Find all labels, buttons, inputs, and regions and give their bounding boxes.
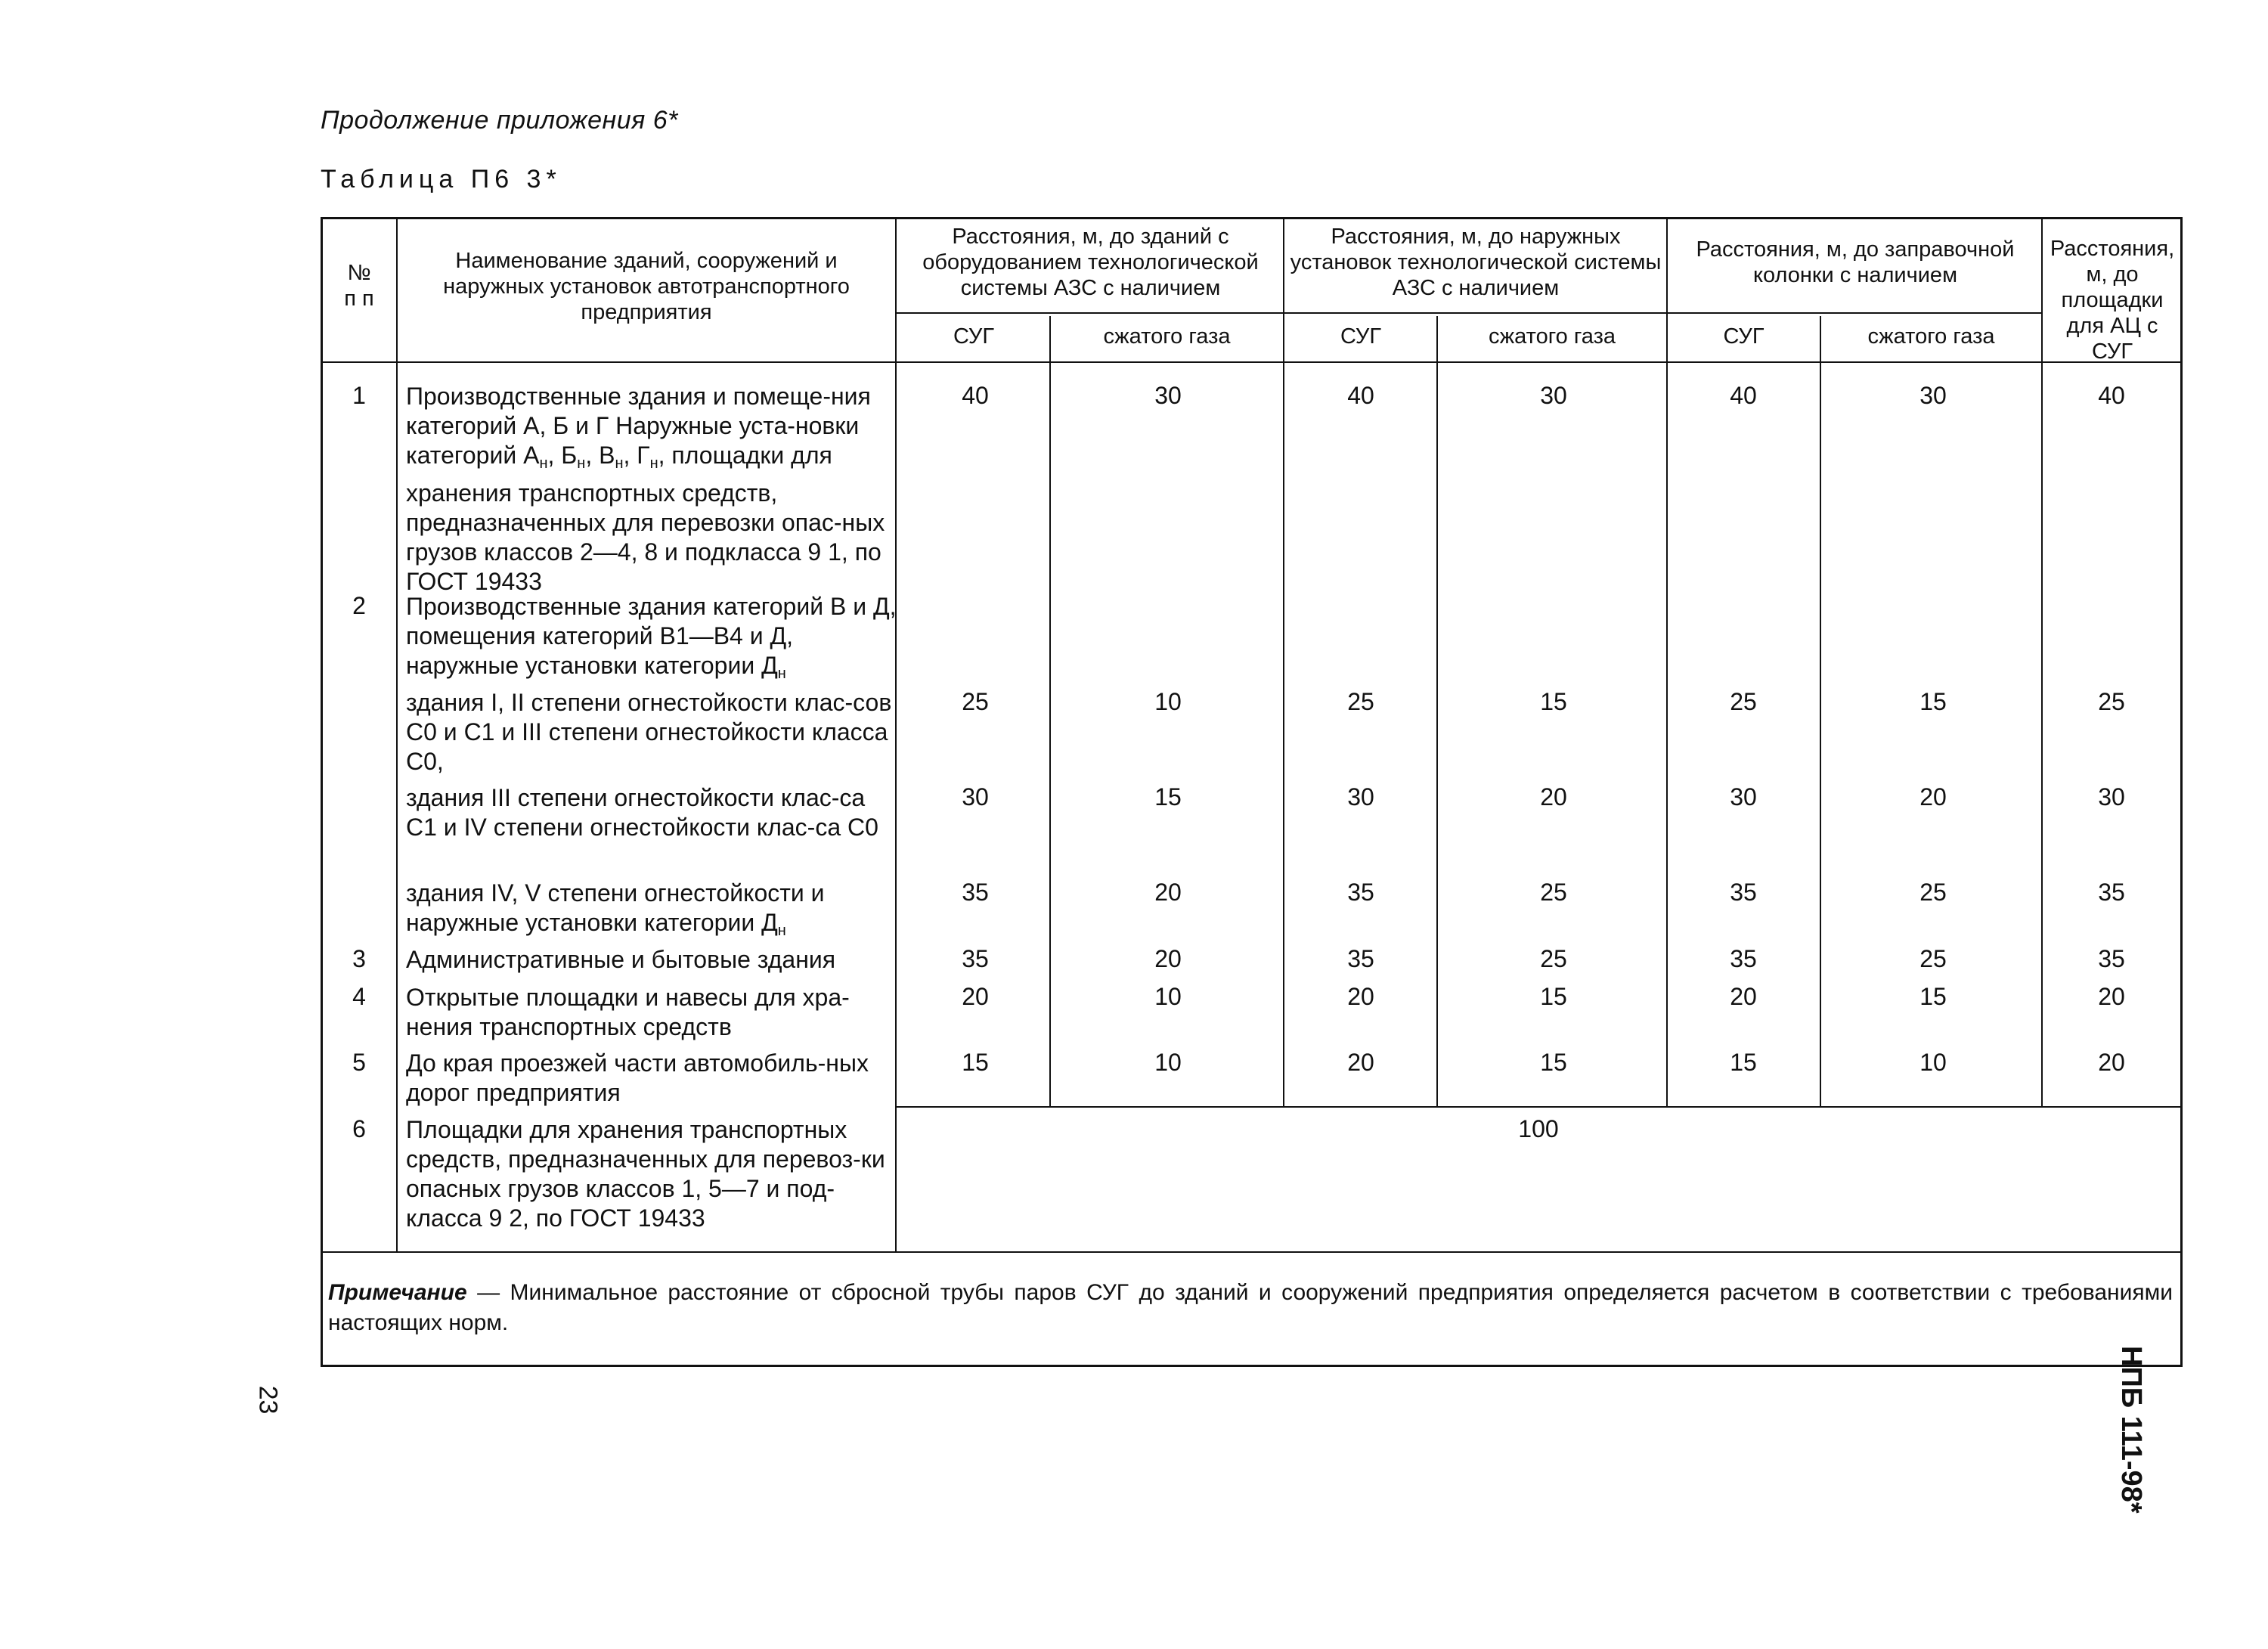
subheader-gas-2: сжатого газа [1488,324,1616,349]
value-cell: 35 [1730,945,1757,972]
row-5-name: До края проезжей части автомобиль-ных дорог предприятия [406,1049,869,1106]
value-cell: 20 [962,983,989,1010]
value-cell: 20 [1347,1049,1374,1076]
value-cell: 20 [2098,1049,2125,1076]
value-cell: 10 [1154,983,1182,1010]
value-cell: 35 [2098,879,2125,906]
value-cell: 25 [1919,879,1947,906]
value-cell: 25 [1540,879,1567,906]
value-cell: 10 [1919,1049,1947,1076]
value-cell: 35 [962,945,989,972]
row-4-name: Открытые площадки и навесы для хра-нения транспортных средств [406,984,850,1040]
value-cell: 15 [1730,1049,1757,1076]
header-group-platform: Расстояния, м, до площадки для АЦ с СУГ [2050,237,2175,364]
value-cell: 35 [1347,879,1374,906]
value-cell: 35 [1347,945,1374,972]
row-6-number: 6 [352,1115,366,1142]
subheader-sug-2: СУГ [1340,324,1382,349]
continuation-title: Продолжение приложения 6* [321,106,678,135]
row-3-number: 3 [352,945,366,972]
value-cell: 10 [1154,688,1182,715]
row-2b-name: здания III степени огнестойкости клас-са С1 и IV степени огнестойкости клас-са С0 [406,784,878,841]
value-cell: 20 [1347,983,1374,1010]
header-num: № п п [344,261,374,311]
row-6-name: Площадки для хранения транспортных средств, предназначенных для перевоз-ки опасных грузов классов 1, 5—7 и под-класса 9 2, по ГОСТ 19433 [406,1116,885,1232]
value-cell: 40 [1730,382,1757,409]
header-group-buildings: Расстояния, м, до зданий с оборудованием технологической системы АЗС с наличием [922,225,1259,300]
value-cell: 30 [962,783,989,811]
value-cell: 35 [962,879,989,906]
value-cell: 20 [1730,983,1757,1010]
note-text: — Минимальное расстояние от сбросной трубы паров СУГ до зданий и сооружений предприятия определяется расчетом в соответствии с требованиями настоящих норм. [328,1280,2173,1335]
value-cell: 20 [2098,983,2125,1010]
subheader-gas-3: сжатого газа [1867,324,1995,349]
value-cell: 30 [1540,382,1567,409]
value-cell: 20 [1919,783,1947,811]
value-cell: 20 [1154,945,1182,972]
header-name: Наименование зданий, сооружений и наружных установок автотранспортного предприятия [443,249,850,324]
row-2-number: 2 [352,592,366,619]
row-1-number: 1 [352,382,366,409]
subheader-sug-1: СУГ [953,324,995,349]
row-1-name: Производственные здания и помеще-ния категорий А, Б и Г Наружные уста-новки категорий $А_н$, $Б_н$, $В_н$, $Г_н$, площадки для хранения транспортных средств, предназначенных для перевозки опас-ных грузов классов 2—4, 8 и подкласса 9 1, по ГОСТ 19433 [406,383,885,595]
header-group-outdoor: Расстояния, м, до наружных установок технологической системы АЗС с наличием [1290,225,1662,300]
value-cell: 25 [1540,945,1567,972]
row-3-name: Административные и бытовые здания [406,946,836,973]
value-cell: 25 [1919,945,1947,972]
value-cell: 15 [1540,983,1567,1010]
row-2c-name: здания IV, V степени огнестойкости и наружные установки категории $Д_н$ [406,879,825,939]
value-cell: 35 [2098,945,2125,972]
page-number: 23 [253,1385,283,1415]
row-4-number: 4 [352,983,366,1010]
header-group-dispenser: Расстояния, м, до заправочной колонки с наличием [1696,237,2015,287]
value-cell: 20 [1154,879,1182,906]
document-code: НПБ 111-98* [2115,1346,2147,1514]
note-label: Примечание [328,1280,467,1305]
row-5-number: 5 [352,1049,366,1076]
row-2a-name: здания I, II степени огнестойкости клас-сов С0 и С1 и III степени огнестойкости класса С0, [406,689,892,775]
value-cell: 15 [1919,983,1947,1010]
value-cell: 15 [962,1049,989,1076]
value-cell: 35 [1730,879,1757,906]
value-cell: 25 [2098,688,2125,715]
value-cell: 40 [1347,382,1374,409]
table-note [328,1278,2173,1338]
value-cell: 30 [2098,783,2125,811]
value-cell: 15 [1154,783,1182,811]
row-2-name: Производственные здания категорий В и Д, помещения категорий В1—В4 и Д, наружные установки категории $Д_н$ [406,593,897,682]
value-cell: 25 [962,688,989,715]
value-cell: 30 [1154,382,1182,409]
value-cell: 30 [1347,783,1374,811]
value-cell: 15 [1540,1049,1567,1076]
value-cell: 40 [2098,382,2125,409]
value-cell: 25 [1347,688,1374,715]
value-cell: 15 [1540,688,1567,715]
value-cell: 30 [1919,382,1947,409]
value-cell: 40 [962,382,989,409]
subheader-sug-3: СУГ [1723,324,1765,349]
subheader-gas-1: сжатого газа [1103,324,1231,349]
value-cell: 25 [1730,688,1757,715]
value-cell: 15 [1919,688,1947,715]
value-cell: 20 [1540,783,1567,811]
value-cell: 10 [1154,1049,1182,1076]
row-6-value: 100 [1518,1115,1559,1142]
table-title: Таблица П6 3* [321,165,562,194]
value-cell: 30 [1730,783,1757,811]
